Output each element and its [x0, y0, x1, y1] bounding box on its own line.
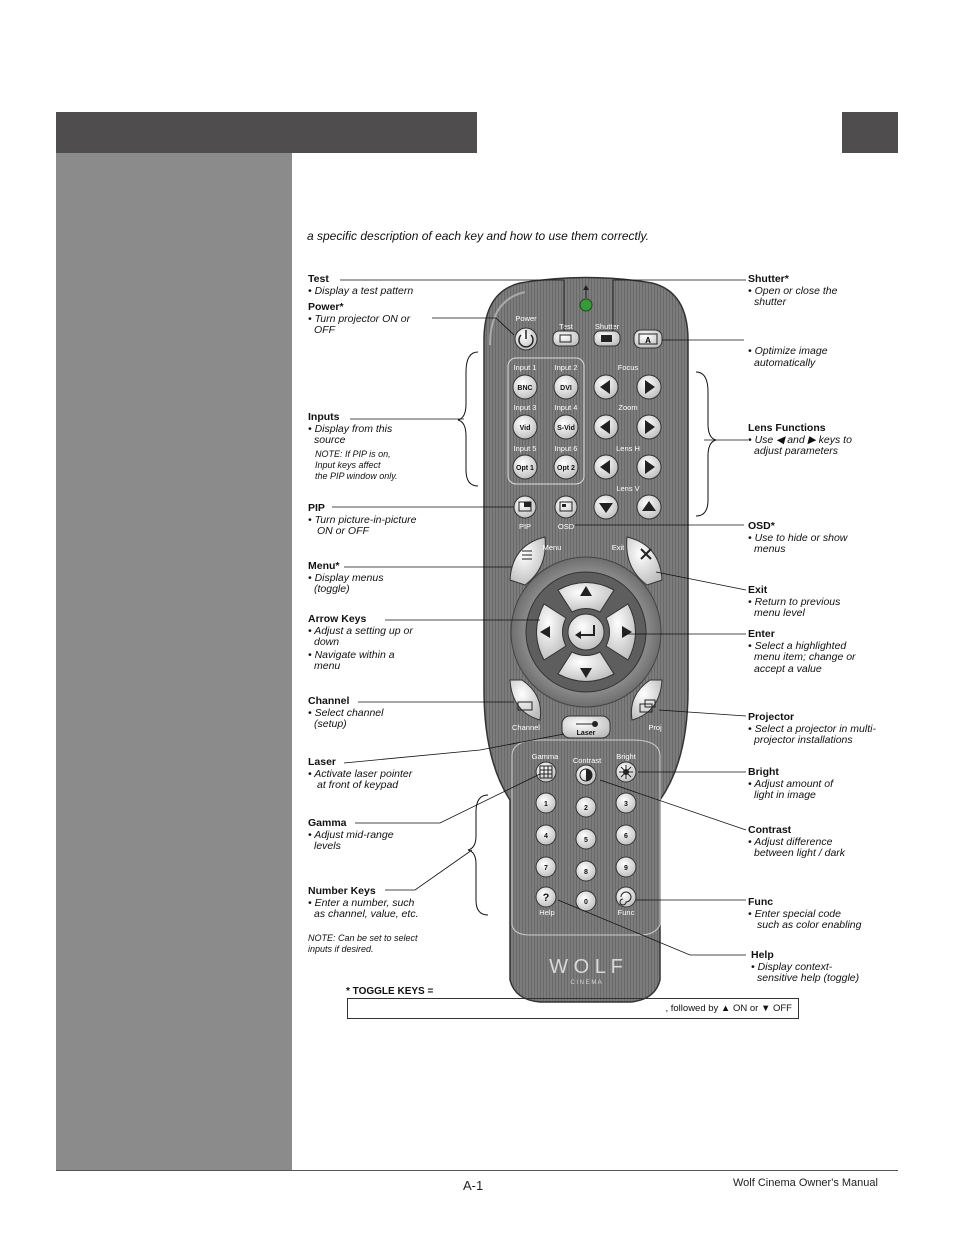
test-button[interactable] — [553, 331, 579, 346]
remote-shutter-label: Shutter — [594, 322, 620, 331]
gamma-button[interactable] — [536, 762, 556, 782]
channel-label: Channel • Select channel (setup) — [308, 695, 384, 730]
remote-input1-label: Input 1 — [513, 363, 537, 372]
projector-label: Projector • Select a projector in multi- projector installations — [748, 711, 876, 746]
remote-zoom-label: Zoom — [618, 403, 638, 412]
bnc-text: BNC — [517, 385, 533, 392]
pip-label: PIP • Turn picture-in-picture ON or OFF — [308, 502, 417, 537]
remote-osd-label: OSD — [557, 522, 575, 531]
remote-test-label: Test — [559, 322, 573, 331]
gamma-label: Gamma • Adjust mid-range levels — [308, 817, 394, 852]
remote-focus-label: Focus — [617, 363, 639, 372]
shutter-label: Shutter* • Open or close the shutter — [748, 273, 838, 308]
key-4-text: 4 — [544, 833, 548, 840]
remote-help-label: Help — [539, 908, 555, 917]
brand-logo: W O L F — [549, 956, 623, 978]
led-indicator — [580, 299, 592, 311]
remote-input6-label: Input 6 — [554, 444, 578, 453]
key-5-text: 5 — [584, 837, 588, 844]
auto-label: • Optimize image automatically — [748, 345, 828, 369]
func-label: Func • Enter special code such as color enabling — [748, 896, 862, 931]
key-7-text: 7 — [544, 865, 548, 872]
remote-gamma-label: Gamma — [531, 752, 559, 761]
key-2-text: 2 — [584, 805, 588, 812]
remote-lensv-label: Lens V — [616, 484, 640, 493]
help-icon: ? — [542, 892, 550, 904]
remote-bright-label: Bright — [616, 752, 636, 761]
contrast-label: Contrast • Adjust difference between light / dark — [748, 824, 846, 859]
remote-func-label: Func — [617, 908, 635, 917]
key-1-text: 1 — [544, 801, 548, 808]
lens-functions-label: Lens Functions • Use ◀ and ▶ keys to adjust parameters — [748, 422, 852, 457]
opt1-text: Opt 1 — [516, 465, 534, 472]
toggle-keys-box — [347, 998, 799, 1019]
enter-label: Enter • Select a highlighted menu item; change or accept a value — [748, 628, 856, 675]
remote-proj-label: Proj — [648, 723, 662, 732]
osd-label: OSD* • Use to hide or show menus — [748, 520, 848, 555]
svg-text:A: A — [645, 336, 651, 345]
remote-input4-label: Input 4 — [554, 403, 578, 412]
toggle-keys-text: , followed by ▲ ON or ▼ OFF — [665, 1003, 792, 1014]
test-label: Test • Display a test pattern — [308, 273, 414, 297]
dvi-text: DVI — [560, 385, 572, 392]
remote-power-label: Power — [515, 314, 537, 323]
toggle-keys-title: * TOGGLE KEYS = — [346, 986, 434, 997]
footer-rule — [56, 1170, 898, 1171]
key-0-text: 0 — [584, 899, 588, 906]
brand-subtitle: C I N E M A — [570, 980, 602, 986]
remote-menu-label: Menu — [542, 543, 562, 552]
power-label: Power* • Turn projector ON or OFF — [308, 301, 411, 336]
menu-label: Menu* • Display menus (toggle) — [308, 560, 384, 595]
intro-text: a specific description of each key and how to use them correctly. — [307, 229, 649, 243]
exit-label: Exit • Return to previous menu level — [748, 584, 841, 619]
remote-contrast-label: Contrast — [572, 756, 602, 765]
remote-lensh-label: Lens H — [616, 444, 640, 453]
key-6-text: 6 — [624, 833, 628, 840]
key-8-text: 8 — [584, 869, 588, 876]
remote-pip-label: PIP — [518, 522, 532, 531]
help-label: Help • Display context- sensitive help (toggle) — [751, 949, 860, 984]
vid-text: Vid — [519, 425, 531, 432]
remote-input5-label: Input 5 — [513, 444, 537, 453]
enter-button[interactable] — [568, 614, 604, 650]
number-keys-label: Number Keys • Enter a number, such as channel, value, etc. NOTE: Can be set to select inputs if desired. — [308, 885, 419, 954]
opt2-text: Opt 2 — [557, 465, 575, 472]
page-number: A-1 — [463, 1178, 484, 1193]
laser-text: Laser — [576, 730, 596, 737]
remote-input2-label: Input 2 — [554, 363, 578, 372]
remote-exit-label: Exit — [611, 543, 625, 552]
bright-label: Bright • Adjust amount of light in image — [748, 766, 833, 801]
laser-label: Laser • Activate laser pointer at front of keypad — [308, 756, 413, 791]
inputs-label: Inputs • Display from this source NOTE: If PIP is on, Input keys affect the PIP window only. — [308, 411, 398, 481]
arrow-keys-label: Arrow Keys • Adjust a setting up or down • Navigate within a menu — [308, 613, 413, 672]
key-9-text: 9 — [624, 865, 628, 872]
remote-input3-label: Input 3 — [513, 403, 537, 412]
manual-title: Wolf Cinema Owner's Manual — [733, 1177, 878, 1189]
svid-text: S-Vid — [557, 425, 575, 432]
remote-channel-label: Channel — [512, 723, 540, 732]
key-3-text: 3 — [624, 801, 628, 808]
